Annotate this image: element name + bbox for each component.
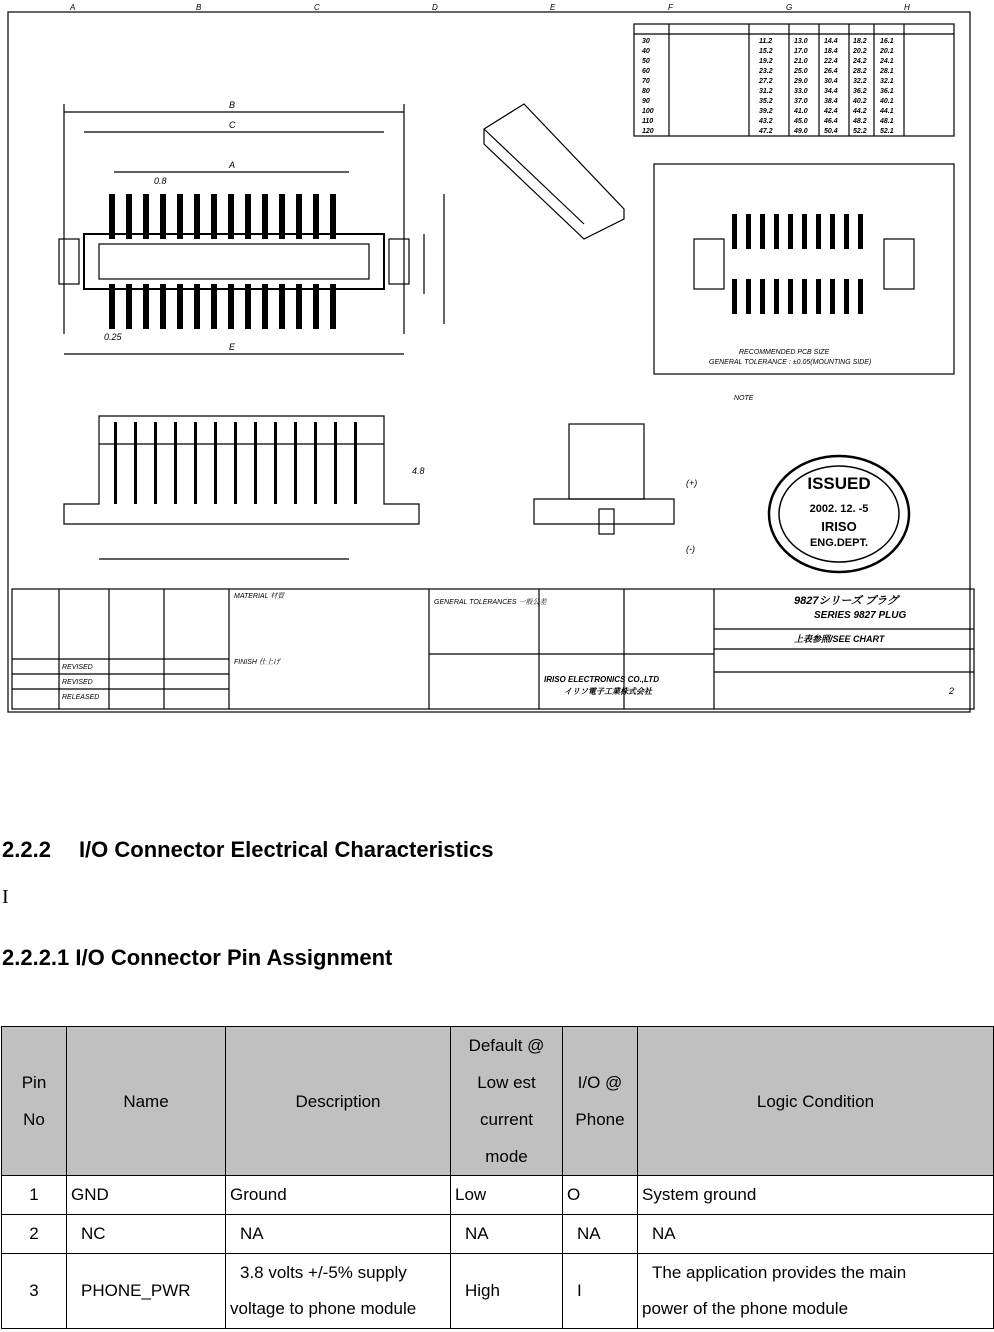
chart-a: 23.2 [759,68,773,75]
chart-b: 33.0 [794,88,808,95]
chart-b: 49.0 [794,128,808,135]
dim-label: 0.25 [104,332,122,342]
pin-assignment-table [1,1026,994,1329]
revision-entry: REVISED [62,664,93,671]
table-row [2,1215,994,1254]
dim-label: 0.8 [154,176,167,186]
chart-a: 39.2 [759,108,773,115]
chart-c: 34.4 [824,88,838,95]
dim-label: C [229,120,236,130]
table-header-row [2,1027,994,1176]
chart-d: 52.2 [853,128,867,135]
chart-c: 42.4 [824,108,838,115]
dim-label: A [229,160,236,170]
cell-pin: 1 [2,1176,67,1215]
chart-b: 45.0 [794,118,808,125]
stamp-iriso: IRISO [821,519,857,534]
header-pin-no: Pin No [2,1027,67,1176]
cell-default: NA [451,1215,563,1254]
grid-letter: G [786,4,793,12]
section-number: 2.2.2 [2,837,51,862]
cell-io: I [563,1254,638,1329]
chart-c: 18.4 [824,48,838,55]
header-description: Description [226,1027,451,1176]
table-row [2,1254,994,1329]
chart-d: 28.2 [853,68,867,75]
dim-label: (+) [686,478,698,488]
cell-description: Ground [226,1176,451,1215]
chart-c: 50.4 [824,128,838,135]
revision-entry: REVISED [62,679,93,686]
grid-letter: C [314,4,320,12]
grid-letter: A [70,4,76,12]
cell-logic: System ground [638,1176,994,1215]
chart-e: 20.1 [880,48,894,55]
stray-character: I [2,886,9,908]
chart-e: 36.1 [880,88,894,95]
chart-e: 52.1 [880,128,894,135]
cell-name: PHONE_PWR [67,1254,226,1329]
chart-b: 21.0 [794,58,808,65]
header-logic-condition: Logic Condition [638,1027,994,1176]
chart-pos: 100 [642,108,654,115]
chart-a: 35.2 [759,98,773,105]
cell-description: 3.8 volts +/-5% supply voltage to phone module [226,1254,451,1329]
cell-io: NA [563,1215,638,1254]
dim-label: 4.8 [412,466,425,476]
chart-c: 30.4 [824,78,838,85]
chart-e: 16.1 [880,38,894,45]
recommended-pcb-size: RECOMMENDED PCB SIZE [739,349,830,356]
grid-letter: B [196,4,202,12]
chart-pos: 90 [642,98,650,105]
chart-pos: 60 [642,68,650,75]
dim-label: B [229,100,236,110]
chart-a: 47.2 [759,128,773,135]
chart-a: 31.2 [759,88,773,95]
chart-e: 24.1 [880,58,894,65]
cell-pin: 3 [2,1254,67,1329]
see-chart: 上表参照/SEE CHART [794,634,885,644]
stamp-issued: ISSUED [807,474,871,493]
chart-d: 32.2 [853,78,867,85]
subsection-heading: 2.2.2.1 I/O Connector Pin Assignment [2,945,393,970]
dim-label: (-) [686,544,695,554]
chart-pos: 40 [642,48,650,55]
chart-pos: 80 [642,88,650,95]
grid-letter: F [668,4,673,12]
stamp-dept: ENG.DEPT. [809,537,869,549]
connector-drawing [4,4,986,726]
chart-a: 15.2 [759,48,773,55]
drawing-title-en: SERIES 9827 PLUG [814,610,907,621]
grid-letter: D [432,4,438,12]
chart-a: 19.2 [759,58,773,65]
chart-a: 27.2 [759,78,773,85]
general-tolerances-label: GENERAL TOLERANCES 一般公差 [434,599,547,606]
chart-c: 26.4 [824,68,838,75]
header-name: Name [67,1027,226,1176]
company-name-jp: イリソ電子工業株式会社 [564,687,652,696]
grid-letter: E [550,4,556,12]
header-io-phone: I/O @ Phone [563,1027,638,1176]
chart-d: 44.2 [853,108,867,115]
finish-label: FINISH 仕上げ [234,659,280,666]
material-label: MATERIAL 材質 [234,593,285,600]
chart-e: 28.1 [880,68,894,75]
chart-b: 13.0 [794,38,808,45]
cell-pin: 2 [2,1215,67,1254]
chart-a: 11.2 [759,38,773,45]
cell-name: NC [67,1215,226,1254]
section-heading [2,837,493,863]
chart-a: 43.2 [759,118,773,125]
chart-e: 44.1 [880,108,894,115]
chart-b: 25.0 [794,68,808,75]
drawing-title-jp: 9827シリーズ プラグ [794,595,898,607]
chart-d: 20.2 [853,48,867,55]
chart-b: 29.0 [794,78,808,85]
chart-d: 18.2 [853,38,867,45]
dim-label: E [229,342,236,352]
chart-c: 38.4 [824,98,838,105]
chart-d: 36.2 [853,88,867,95]
chart-pos: 50 [642,58,650,65]
chart-c: 14.4 [824,38,838,45]
cell-description: NA [226,1215,451,1254]
chart-b: 41.0 [794,108,808,115]
cell-logic: NA [638,1215,994,1254]
cell-default: High [451,1254,563,1329]
chart-pos: 120 [642,128,654,135]
sheet-number: 2 [949,686,955,696]
chart-c: 22.4 [824,58,838,65]
cell-logic: The application provides the main power of the phone module [638,1254,994,1329]
chart-b: 17.0 [794,48,808,55]
table-row [2,1176,994,1215]
general-tolerance-note: GENERAL TOLERANCE : ±0.05(MOUNTING SIDE) [709,359,872,366]
header-default-mode: Default @ Low est current mode [451,1027,563,1176]
chart-e: 48.1 [880,118,894,125]
chart-e: 32.1 [880,78,894,85]
cell-io: O [563,1176,638,1215]
chart-e: 40.1 [880,98,894,105]
chart-d: 48.2 [853,118,867,125]
grid-letter: H [904,4,910,12]
cell-default: Low [451,1176,563,1215]
chart-pos: 30 [642,38,650,45]
section-title: I/O Connector Electrical Characteristics [78,837,494,862]
chart-pos: 110 [642,118,654,125]
revision-entry: RELEASED [62,694,100,701]
chart-c: 46.4 [824,118,838,125]
chart-d: 24.2 [853,58,867,65]
note-label: NOTE [734,395,754,402]
company-name: IRISO ELECTRONICS CO.,LTD [544,675,659,684]
cell-name: GND [67,1176,226,1215]
chart-pos: 70 [642,78,650,85]
chart-d: 40.2 [853,98,867,105]
chart-b: 37.0 [794,98,808,105]
stamp-date: 2002. 12. -5 [809,503,869,515]
